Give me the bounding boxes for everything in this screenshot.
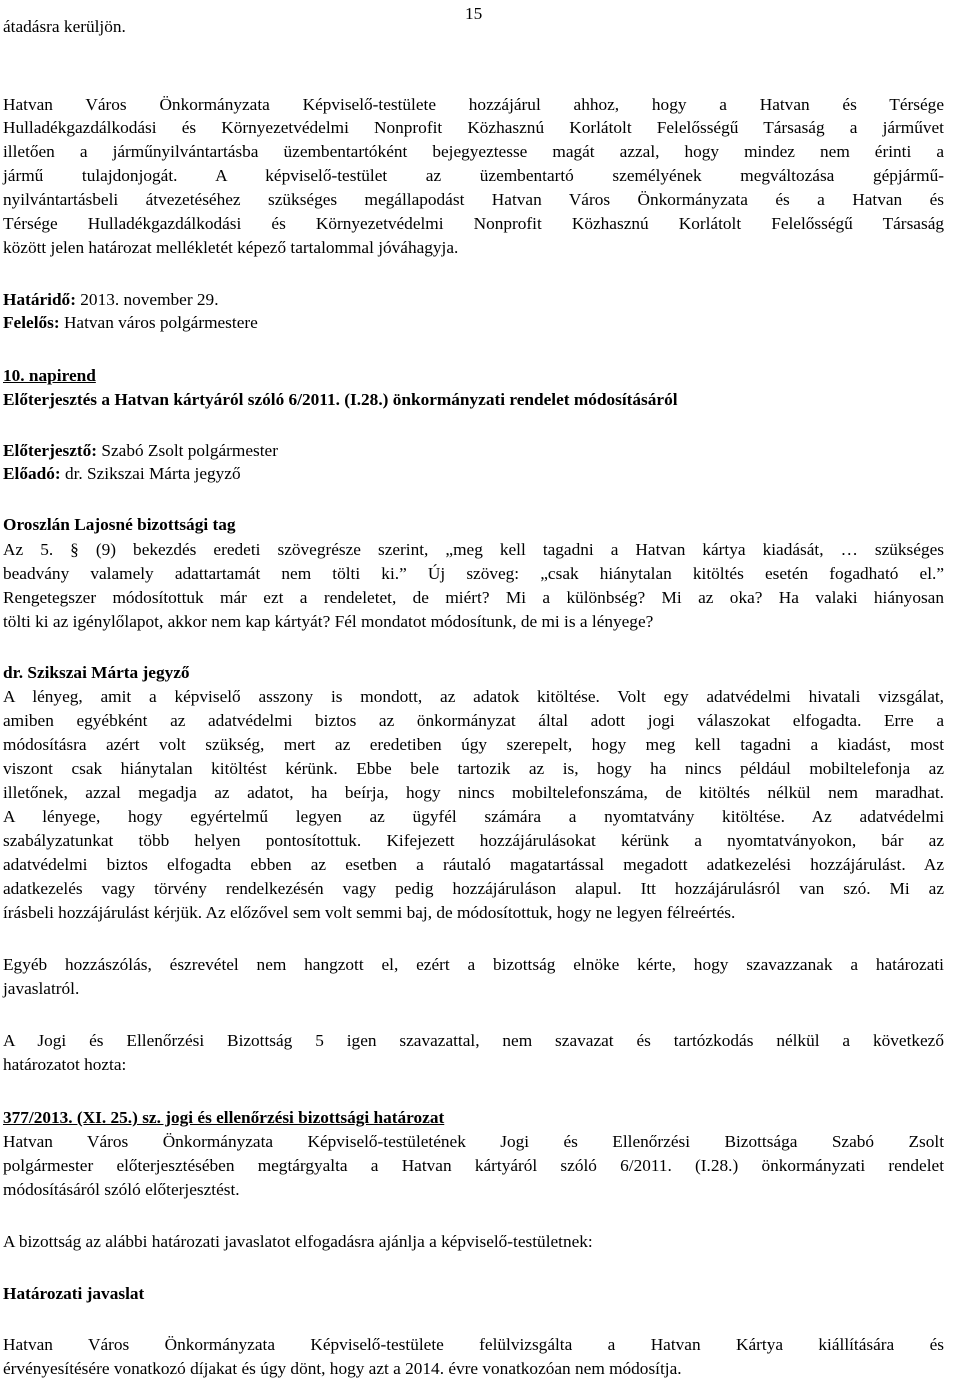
paragraph-line: illetően a járműnyilvántartásba üzembentartóként bejegyeztesse magát azzal, hogy mindez nem érinti a — [3, 142, 944, 161]
paragraph-line: A Jogi és Ellenőrzési Bizottság 5 igen szavazattal, nem szavazat és tartózkodás nélkül a következő — [3, 1031, 944, 1050]
speaker-2-name — [3, 661, 190, 685]
presenter-value: Szabó Zsolt polgármester — [97, 441, 278, 460]
page-number: 15 — [465, 4, 483, 23]
paragraph-line: A lényege, hogy egyértelmű legyen az ügyfél számára a nyomtatvány kitöltése. Az adatvédelmi — [3, 807, 944, 826]
paragraph-line: Hulladékgazdálkodási és Környezetvédelmi Nonprofit Közhasznú Korlátolt Felelősségű Társaság a járművet — [3, 118, 944, 137]
paragraph-line: nyilvántartásbeli átvezetéséhez szükséges megállapodást Hatvan Város Önkormányzata és a Hatvan és — [3, 190, 944, 209]
paragraph-line: beadvány valamely adattartamát nem tölti ki.” Új szöveg: „csak hiánytalan kitöltés esetén fogadható el.” — [3, 564, 944, 583]
paragraph-line: A lényeg, amit a képviselő asszony is mondott, az adatok kitöltése. Volt egy adatvédelmi hivatali vizsgálat, — [3, 687, 944, 706]
recommendation: A bizottság az alábbi határozati javaslatot elfogadásra ajánlja a képviselő-testületnek: — [3, 1232, 593, 1251]
paragraph-line: Hatvan Város Önkormányzata Képviselő-testületének Jogi és Ellenőrzési Bizottsága Szabó Zsolt — [3, 1132, 944, 1151]
paragraph-line: határozatot hozta: — [3, 1055, 127, 1074]
paragraph-line: szabályzatunkat több helyen pontosítottuk. Kifejezett hozzájárulásokat kérünk a nyomtatványokon, bár az — [3, 831, 944, 850]
paragraph-line: Egyéb hozzászólás, észrevétel nem hangzott el, ezért a bizottság elnöke kérte, hogy szavazzanak a határozati — [3, 955, 944, 974]
deadline-value: 2013. november 29. — [75, 290, 219, 309]
agenda-speaker — [3, 462, 241, 486]
paragraph-line: Az 5. § (9) bekezdés eredeti szövegrésze szerint, „meg kell tagadni a Hatvan kártya kiadását, … szükséges — [3, 540, 944, 559]
paragraph-line: adatvédelmi biztos elfogadta ebben az esetben a ráutaló magatartással megadott adatkezelési hozzájárulást. Az — [3, 855, 944, 874]
speaker-1-name-text: Oroszlán Lajosné bizottsági tag — [3, 515, 236, 534]
paragraph-line: írásbeli hozzájárulást kérjük. Az előzővel sem volt semmi baj, de módosítottuk, hogy ne legyen félreértés. — [3, 903, 736, 922]
speaker-2-name-text: dr. Szikszai Márta jegyző — [3, 663, 190, 682]
proposal-heading — [3, 1282, 144, 1306]
paragraph-line: javaslatról. — [3, 979, 80, 998]
responsible-label: Felelős: — [3, 313, 60, 332]
paragraph-line: tölti ki az igénylőlapot, akkor nem kap kártyát? Fél mondatot módosítunk, de mi is a lényege? — [3, 612, 654, 631]
speaker-1-name — [3, 513, 236, 537]
paragraph-line: között jelen határozat mellékletét képező tartalommal jóváhagyja. — [3, 238, 459, 257]
responsible-value: Hatvan város polgármestere — [59, 313, 258, 332]
resolution-heading-text: 377/2013. (XI. 25.) sz. jogi és ellenőrzési bizottsági határozat — [3, 1108, 445, 1127]
agenda-number-text: 10. napirend — [3, 366, 96, 385]
agenda-title — [3, 388, 678, 412]
paragraph-line: érvényesítésére vonatkozó díjakat és úgy dönt, hogy azt a 2014. évre vonatkozóan nem módosítja. — [3, 1359, 682, 1378]
paragraph-line: módosításra azért volt szükség, mert az eredetiben úgy szerepelt, hogy meg kell tagadni a kiadást, most — [3, 735, 944, 754]
responsible — [3, 311, 258, 335]
presenter-label: Előterjesztő: — [3, 441, 98, 460]
paragraph-line: Térsége Hulladékgazdálkodási és Környezetvédelmi Nonprofit Közhasznú Korlátolt Felelősségű Társaság — [3, 214, 944, 233]
proposal-heading-text: Határozati javaslat — [3, 1284, 145, 1303]
paragraph-line: jármű tulajdonjogát. A képviselő-testület az üzembentartó személyének megváltozása gépjármű- — [3, 166, 944, 185]
paragraph-line: amiben egyébként az adatvédelmi biztos az önkormányzat által adott jogi válaszokat elfogadta. Erre a — [3, 711, 944, 730]
paragraph-line: viszont csak hiánytalan kitöltést kérünk. Ebbe bele tartozik az is, hogy ha nincs például mobiltelefonja az — [3, 759, 944, 778]
paragraph-line: Hatvan Város Önkormányzata Képviselő-testülete felülvizsgálta a Hatvan Kártya kiállítására és — [3, 1335, 944, 1354]
deadline — [3, 288, 219, 312]
paragraph-line: polgármester előterjesztésében megtárgyalta a Hatvan kártyáról szóló 6/2011. (I.28.) önkormányzati rendelet — [3, 1156, 944, 1175]
paragraph-line: Rengetegszer módosítottuk már ezt a rendeletet, de miért? Mi a különbség? Mi az oka? Ha valaki hiányosan — [3, 588, 944, 607]
speaker-value: dr. Szikszai Márta jegyző — [60, 464, 241, 483]
agenda-title-text: Előterjesztés a Hatvan kártyáról szóló 6/2011. (I.28.) önkormányzati rendelet módosításáról — [3, 390, 678, 409]
paragraph-line: módosításáról szóló előterjesztést. — [3, 1180, 240, 1199]
intro-tail: átadásra kerüljön. — [3, 17, 126, 36]
paragraph-line: adatkezelés vagy törvény rendelkezésén vagy pedig hozzájáruláson alapul. Itt hozzájárulásról van szó. Mi az — [3, 879, 944, 898]
agenda-number — [3, 364, 96, 388]
paragraph-line: illetőnek, azzal megadja az adatot, ha beírja, hogy nincs mobiltelefonszáma, de kitöltés nélkül nem maradhat. — [3, 783, 944, 802]
resolution-heading — [3, 1106, 444, 1130]
agenda-presenter — [3, 439, 278, 463]
paragraph-line: Hatvan Város Önkormányzata Képviselő-testülete hozzájárul ahhoz, hogy a Hatvan és Térsége — [3, 95, 944, 114]
speaker-label: Előadó: — [3, 464, 61, 483]
deadline-label: Határidő: — [3, 290, 76, 309]
